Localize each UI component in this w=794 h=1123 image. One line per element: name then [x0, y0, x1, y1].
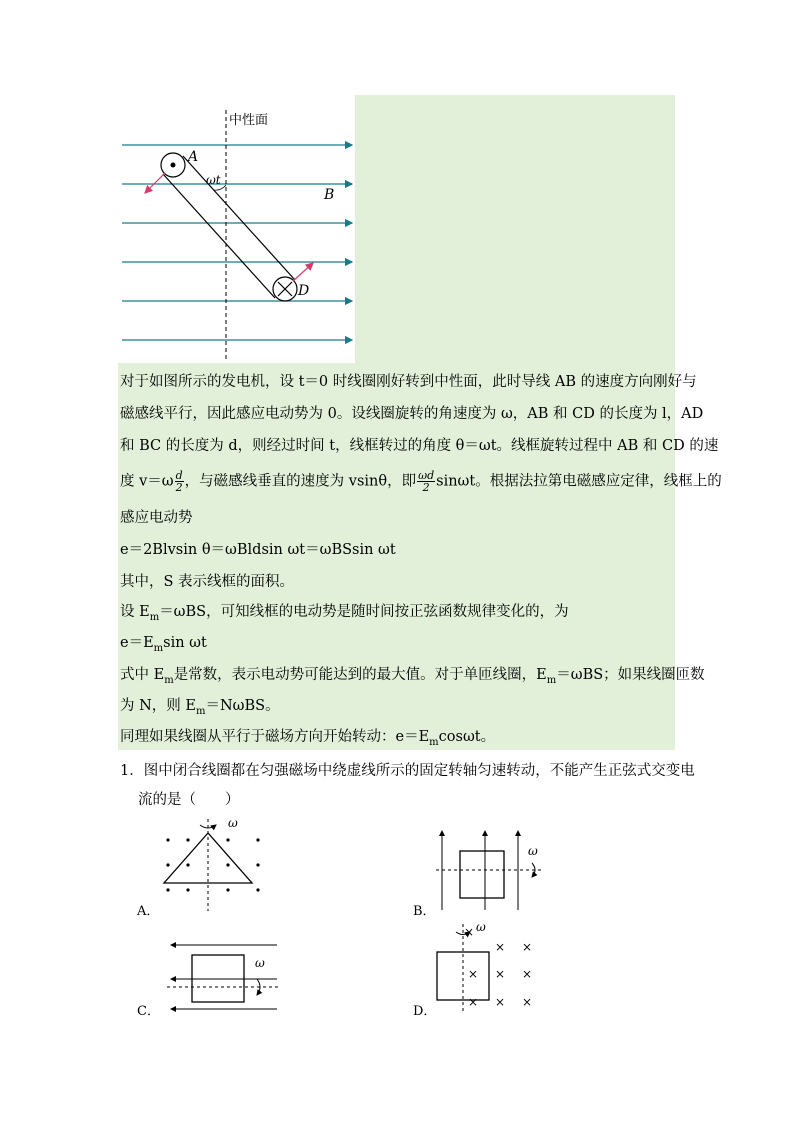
text-line-1: 对于如图所示的发电机，设 t＝0 时线圈刚好转到中性面，此时导线 AB 的速度方向刚好与 — [120, 374, 697, 390]
fraction-wd-over-2: $\frac{\omega d}{2}$ — [418, 469, 435, 494]
text-line-2: 磁感线平行，因此感应电动势为 0。设线圈旋转的角速度为 ω，AB 和 CD 的长度为 l，AD — [120, 406, 704, 422]
formula-emf: e＝2Blvsin θ＝ωBldsin ωt＝ωBSsin ωt — [120, 542, 396, 558]
field-lines — [122, 145, 352, 340]
option-c-figure — [165, 935, 285, 1024]
text-line-10: 式中 $E_m$是常数，表示电动势可能达到的最大值。对于单匝线圈，$E_m=\omega BS$；如果线圈匝数 — [120, 667, 705, 686]
text-line-3: 和 BC 的长度为 d，则经过时间 t，线框转过的角度 θ＝ωt。线框旋转过程中 AB 和 CD 的速 — [120, 438, 719, 454]
svg-text:×: × — [464, 925, 475, 939]
svg-text:×: × — [522, 967, 533, 981]
fraction-d-over-2: $\frac{d}{2}$ — [175, 469, 183, 494]
option-a-label[interactable]: A． — [137, 904, 160, 919]
text-line-7: 其中，S 表示线框的面积。 — [120, 574, 295, 590]
option-a-figure — [150, 815, 280, 919]
generator-diagram — [118, 95, 355, 363]
coil-frame — [161, 153, 297, 301]
option-d-figure — [430, 920, 550, 1019]
text-line-8: 设 $E_m=\omega BS$，可知线框的电动势是随时间按正弦函数规律变化的，为 — [120, 604, 569, 623]
svg-text:ω: ω — [476, 920, 486, 934]
formula-emf-max: $e=E_m\sin$ ωt — [120, 635, 207, 654]
dot-out-symbol — [171, 163, 176, 168]
label-omega-t: ωt — [206, 173, 221, 187]
label-A: A — [188, 149, 199, 165]
svg-text:×: × — [468, 967, 479, 981]
text-line-11: 为 N，则 $E_m=N\omega BS$。 — [120, 698, 280, 717]
label-D: D — [298, 283, 310, 299]
question-text-cont: 流的是（ ） — [138, 792, 240, 808]
svg-text:ω: ω — [228, 816, 238, 830]
text-line-12: 同理如果线圈从平行于磁场方向开始转动：$e=E_m\cos\omega t$。 — [120, 729, 496, 748]
label-neutral-plane: 中性面 — [229, 113, 269, 128]
text-line-5: 感应电动势 — [120, 510, 193, 526]
option-b-label[interactable]: B． — [413, 904, 436, 919]
svg-text:×: × — [522, 995, 533, 1009]
svg-text:×: × — [495, 967, 506, 981]
svg-text:×: × — [468, 995, 479, 1009]
option-d-label[interactable]: D． — [413, 1004, 437, 1019]
svg-text:×: × — [495, 940, 506, 954]
option-c-label[interactable]: C． — [137, 1004, 160, 1019]
text-line-4: 度 v＝ω $\frac{d}{2}$ ，与磁感线垂直的速度为 vsinθ，即 $\frac{\omega d}{2}$ sinωt。根据法拉第电磁感应定律，线框上的 — [120, 469, 722, 494]
generator-figure — [118, 95, 355, 363]
question-text: 1．图中闭合线圈都在匀强磁场中绕虚线所示的固定转轴匀速转动，不能产生正弦式交变电 — [120, 763, 695, 779]
svg-text:×: × — [522, 940, 533, 954]
svg-text:ω: ω — [255, 956, 265, 970]
option-b-figure — [430, 825, 550, 919]
velocity-arrow-D — [293, 263, 313, 281]
svg-text:ω: ω — [528, 844, 538, 858]
label-B: B — [324, 187, 335, 203]
velocity-arrow-A — [145, 173, 165, 193]
svg-text:×: × — [495, 995, 506, 1009]
